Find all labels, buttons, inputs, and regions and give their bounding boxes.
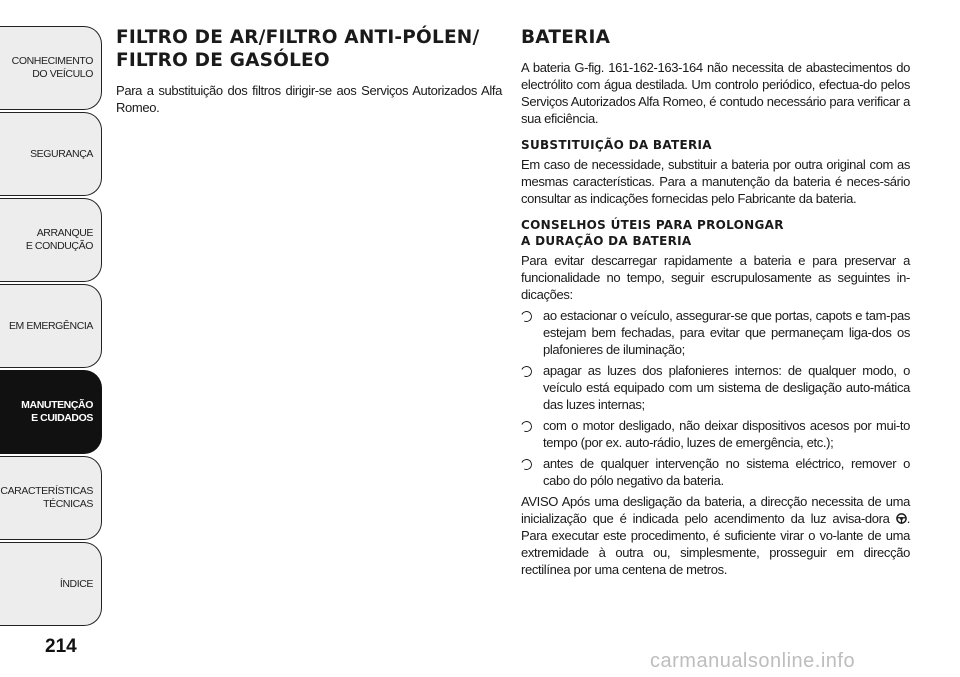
battery-tips-list	[521, 307, 910, 489]
list-item-text: com o motor desligado, não deixar dispositivos acesos por mui-to tempo (por ex. auto-rádio, luzes de emergência, etc.);	[543, 418, 910, 450]
steering-warning-icon	[896, 513, 907, 524]
tab-em-emergencia[interactable]: EM EMERGÊNCIA	[0, 284, 102, 368]
list-item	[521, 307, 910, 358]
tab-arranque-e-conducao[interactable]: ARRANQUE E CONDUÇÃO	[0, 198, 102, 282]
list-item-text: antes de qualquer intervenção no sistema eléctrico, remover o cabo do pólo negativo da bateria.	[543, 456, 910, 488]
filters-paragraph: Para a substituição dos filtros dirigir-se aos Serviços Autorizados Alfa Romeo.	[116, 83, 502, 115]
list-item	[521, 362, 910, 413]
circle-bullet-icon	[519, 309, 533, 323]
battery-section	[521, 26, 910, 582]
battery-intro: A bateria G-fig. 161-162-163-164 não necessita de abastecimentos do electrólito com água destilada. Um controlo periódico, efectua-do pelos Serviços Autorizados Alfa Romeo, é contudo necessário para verificar a sua eficiência.	[521, 60, 910, 126]
page-number: 214	[45, 636, 77, 657]
tab-manutencao-e-cuidados[interactable]: MANUTENÇÃO E CUIDADOS	[0, 370, 102, 454]
aviso-text-part2: . Para executar este procedimento, é suficiente virar o vo-lante de uma extremidade à outra ou, simplesmente, prosseguir em direcção rectilínea por uma centena de metros.	[521, 511, 911, 577]
circle-bullet-icon	[519, 457, 533, 471]
tab-indice[interactable]: ÍNDICE	[0, 542, 102, 626]
aviso-paragraph	[521, 493, 910, 578]
watermark: carmanualsonline.info	[650, 650, 856, 672]
tab-caracteristicas-tecnicas[interactable]: CARACTERÍSTICAS TÉCNICAS	[0, 456, 102, 540]
battery-replacement-text: Em caso de necessidade, substituir a bateria por outra original com as mesmas características. Para a manutenção da bateria é neces-sário consultar as indicações fornecidas pelo Fabricante da bateria.	[521, 157, 910, 206]
list-item-text: apagar as luzes dos plafonieres internos: de qualquer modo, o veículo está equipado com um sistema de desligação auto-mática das luzes internas;	[543, 363, 910, 412]
list-item-text: ao estacionar o veículo, assegurar-se que portas, capots e tam-pas estejam bem fechadas, para evitar que permaneçam liga-dos os plafonieres de iluminação;	[543, 308, 910, 357]
battery-replacement-title: SUBSTITUIÇÃO DA BATERIA	[521, 138, 712, 152]
list-item	[521, 417, 910, 451]
battery-tips-intro: Para evitar descarregar rapidamente a bateria e para preservar a funcionalidade no tempo, seguir escrupulosamente as seguintes in-dicações:	[521, 253, 910, 302]
battery-tips-title	[521, 217, 910, 249]
filters-title-line1: FILTRO DE AR/FILTRO ANTI-PÓLEN/	[116, 27, 480, 48]
battery-title: BATERIA	[521, 27, 611, 48]
tab-seguranca[interactable]: SEGURANÇA	[0, 112, 102, 196]
aviso-text-part1: AVISO Após uma desligação da bateria, a direcção necessita de uma inicialização que é indicada pelo acendimento da luz avisa-dora	[521, 494, 910, 526]
filters-title-line2: FILTRO DE GASÓLEO	[116, 50, 330, 71]
tab-conhecimento-do-veiculo[interactable]: CONHECIMENTO DO VEÍCULO	[0, 26, 102, 110]
circle-bullet-icon	[519, 419, 533, 433]
battery-tips-title-line1: CONSELHOS ÚTEIS PARA PROLONGAR	[521, 218, 784, 232]
filters-section	[116, 26, 502, 120]
battery-tips-title-line2: A DURAÇÃO DA BATERIA	[521, 234, 692, 248]
list-item	[521, 455, 910, 489]
circle-bullet-icon	[519, 364, 533, 378]
filters-title	[116, 26, 502, 72]
